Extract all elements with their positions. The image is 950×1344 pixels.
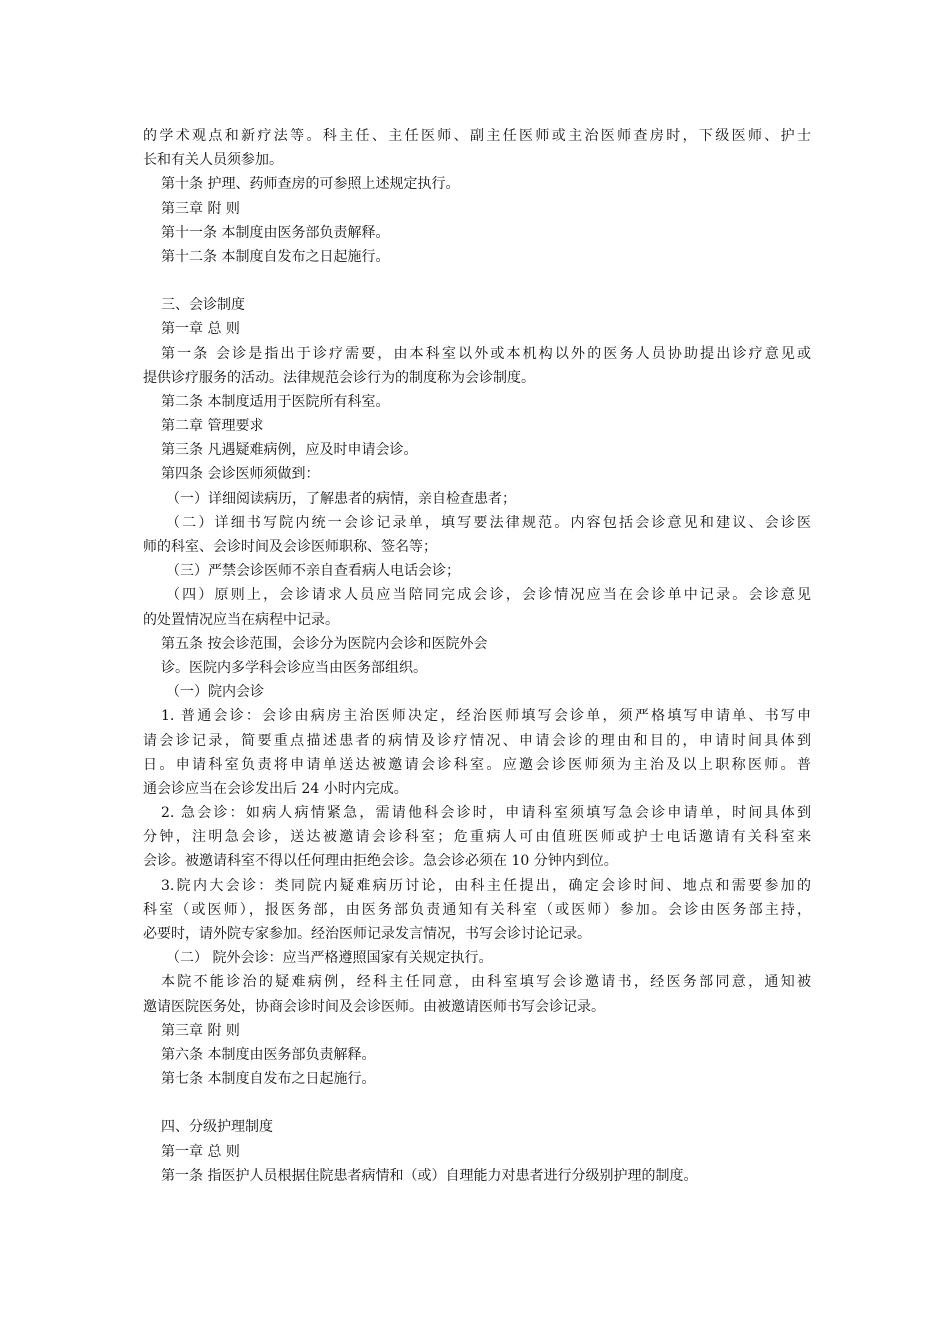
paragraph — [143, 438, 811, 462]
section-spacer — [143, 1091, 811, 1115]
paragraph — [143, 245, 811, 269]
paragraph — [143, 1019, 811, 1043]
paragraph — [143, 1115, 811, 1139]
text-line: 师的科室、会诊时间及会诊医师职称、签名等； — [143, 539, 437, 555]
text-line: 1. 普通会诊：会诊由病房主治医师决定，经治医师填写会诊单，须严格填写申请单、书写申 — [161, 708, 811, 725]
paragraph — [143, 970, 811, 1018]
paragraph — [143, 656, 811, 680]
text-line: 第五条 按会诊范围，会诊分为医院内会诊和医院外会 — [161, 635, 488, 652]
paragraph — [143, 390, 811, 414]
text-line: 第六条 本制度由医务部负责解释。 — [161, 1046, 376, 1063]
paragraph — [143, 1164, 811, 1188]
text-line: 诊。医院内多学科会诊应当由医务部组织。 — [161, 659, 427, 676]
text-line: 三、会诊制度 — [161, 297, 245, 314]
paragraph — [143, 342, 811, 390]
text-line: 四、分级护理制度 — [161, 1119, 273, 1136]
text-line: 第三章 附 则 — [161, 200, 240, 217]
paragraph — [143, 1067, 811, 1091]
text-line: 邀请医院医务处，协商会诊时间及会诊医师。由被邀请医师书写会诊记录。 — [143, 998, 605, 1015]
paragraph — [143, 462, 811, 486]
paragraph — [143, 221, 811, 245]
paragraph — [143, 559, 811, 583]
text-line: 第二章 管理要求 — [161, 418, 264, 435]
text-line: 本院不能诊治的疑难病例，经科主任同意，由科室填写会诊邀请书，经医务部同意，通知被 — [161, 974, 811, 991]
text-line: 第三章 附 则 — [161, 1022, 240, 1039]
text-line: 会诊。被邀请科室不得以任何理由拒绝会诊。急会诊必须在 10 分钟内到位。 — [143, 853, 618, 870]
text-line: 日。申请科室负责将申请单送达被邀请会诊科室。应邀会诊医师须为主治及以上职称医师。普 — [143, 756, 811, 773]
text-line: （四）原则上，会诊请求人员应当陪同完成会诊，会诊情况应当在会诊单中记录。会诊意见 — [166, 587, 811, 604]
text-line: 通会诊应当在会诊发出后 24 小时内完成。 — [143, 780, 408, 797]
document-body — [143, 124, 811, 1188]
text-line: 分钟，注明急会诊，送达被邀请会诊科室；危重病人可由值班医师或护士电话邀请有关科室来 — [143, 829, 811, 846]
text-line: 第四条 会诊医师须做到： — [161, 466, 320, 483]
text-line: （一）院内会诊 — [166, 684, 264, 701]
text-line: 第二条 本制度适用于医院所有科室。 — [161, 393, 390, 410]
text-line: 的学术观点和新疗法等。科主任、主任医师、副主任医师或主治医师查房时，下级医师、护士 — [143, 128, 811, 144]
paragraph — [143, 583, 811, 631]
paragraph — [143, 124, 811, 172]
text-line: 2. 急会诊：如病人病情紧急，需请他科会诊时，申请科室须填写急会诊申请单，时间具体到 — [161, 805, 811, 822]
paragraph — [143, 680, 811, 704]
paragraph — [143, 1140, 811, 1164]
text-line: 的处置情况应当在病程中记录。 — [143, 611, 339, 628]
text-line: 第一章 总 则 — [161, 1143, 240, 1160]
paragraph — [143, 487, 811, 511]
text-line: （一）详细阅读病历，了解患者的病情，亲自检查患者； — [166, 490, 516, 507]
paragraph — [143, 511, 811, 559]
text-line: （三）严禁会诊医师不亲自查看病人电话会诊； — [166, 563, 460, 580]
text-line: 第七条 本制度自发布之日起施行。 — [161, 1071, 376, 1088]
text-line: 第十条 护理、药师查房的可参照上述规定执行。 — [161, 176, 460, 193]
paragraph — [143, 704, 811, 801]
text-line: （二） 院外会诊：应当严格遵照国家有关规定执行。 — [166, 950, 493, 967]
paragraph — [143, 632, 811, 656]
text-line: 科室（或医师），报医务部，由医务部负责通知有关科室（或医师）参加。会诊由医务部主持， — [143, 901, 811, 918]
text-line: （二）详细书写院内统一会诊记录单，填写要法律规范。内容包括会诊意见和建议、会诊医 — [166, 514, 811, 531]
text-line: 第一条 指医护人员根据住院患者病情和（或）自理能力对患者进行分级别护理的制度。 — [161, 1167, 698, 1184]
paragraph — [143, 317, 811, 341]
text-line: 第一章 总 则 — [161, 321, 240, 338]
text-line: 第三条 凡遇疑难病例，应及时申请会诊。 — [161, 442, 418, 459]
paragraph — [143, 197, 811, 221]
paragraph — [143, 801, 811, 874]
text-line: 长和有关人员须参加。 — [143, 152, 283, 169]
paragraph — [143, 414, 811, 438]
paragraph — [143, 1043, 811, 1067]
text-line: 第十一条 本制度由医务部负责解释。 — [161, 224, 390, 241]
paragraph — [143, 172, 811, 196]
text-line: 必要时，请外院专家参加。经治医师记录发言情况，书写会诊讨论记录。 — [143, 926, 591, 942]
text-line: 第一条 会诊是指出于诊疗需要，由本科室以外或本机构以外的医务人员协助提出诊疗意见或 — [161, 345, 811, 362]
text-line: 提供诊疗服务的活动。法律规范会诊行为的制度称为会诊制度。 — [143, 369, 535, 386]
section-spacer — [143, 269, 811, 293]
paragraph — [143, 946, 811, 970]
paragraph — [143, 293, 811, 317]
text-line: 3.院内大会诊：类同院内疑难病历讨论，由科主任提出，确定会诊时间、地点和需要参加的 — [161, 877, 811, 894]
paragraph — [143, 874, 811, 947]
text-line: 请会诊记录，简要重点描述患者的病情及诊疗情况、申请会诊的理由和目的，申请时间具体到 — [143, 732, 811, 749]
text-line: 第十二条 本制度自发布之日起施行。 — [161, 248, 390, 265]
